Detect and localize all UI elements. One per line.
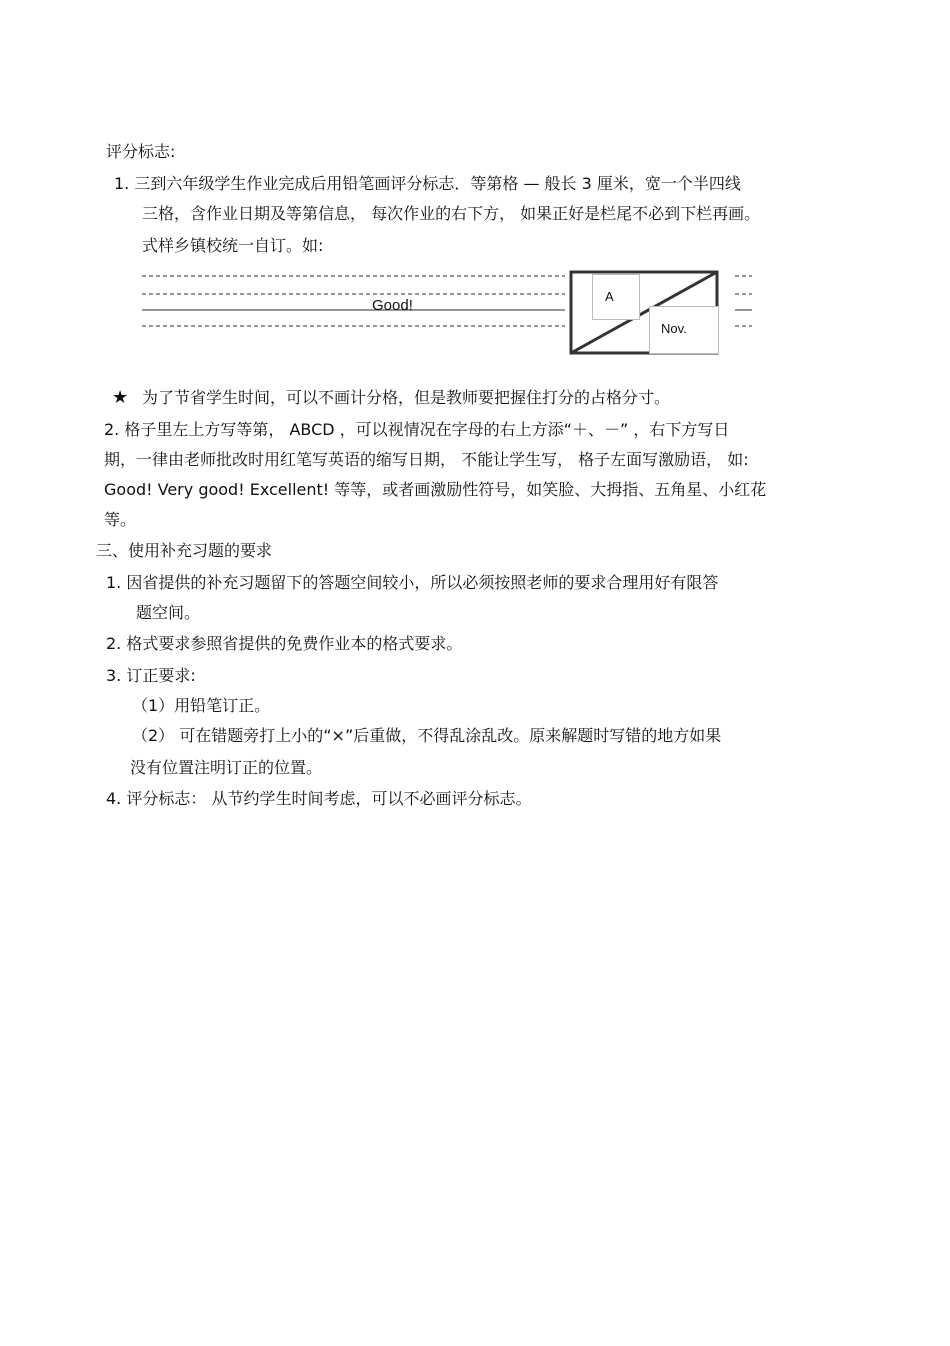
encouragement-text: Good! — [372, 297, 413, 314]
s3-item-3: 3. 订正要求: — [106, 666, 196, 685]
s3-item-1-line-2: 题空间。 — [136, 603, 201, 622]
s3-item-1-line-1: 1. 因省提供的补充习题留下的答题空间较小，所以必须按照老师的要求合理用好有限答 — [106, 573, 719, 592]
item-1-line-1: 1. 三到六年级学生作业完成后用铅笔画评分标志．等第格 — 般长 3 厘米，宽一个半四线 — [114, 174, 741, 193]
s3-item-2: 2. 格式要求参照省提供的免费作业本的格式要求。 — [106, 634, 463, 653]
grade-value: A — [605, 289, 614, 304]
s3-item-4: 4. 评分标志： 从节约学生时间考虑，可以不必画评分标志。 — [106, 789, 532, 808]
item-2-line-2: 期，一律由老师批改时用红笔写英语的缩写日期， 不能让学生写， 格子左面写激励语， 如: — [104, 450, 749, 469]
item-2-line-1: 2. 格子里左上方写等第， ABCD ，可以视情况在字母的右上方添“＋、－” ，右下方写日 — [104, 420, 730, 439]
grade-cell — [592, 274, 640, 320]
section-heading-scoring-mark: 评分标志: — [106, 142, 176, 161]
s3-item-3-sub-2-line-2: 没有位置注明订正的位置。 — [130, 758, 323, 777]
date-cell — [649, 306, 719, 354]
star-note: 为了节省学生时间，可以不画计分格，但是教师要把握住打分的占格分寸。 — [142, 388, 671, 407]
date-value: Nov. — [661, 321, 687, 336]
item-1-line-3: 式样乡镇校统一自订。如: — [142, 236, 324, 255]
grading-box-example — [140, 266, 760, 362]
item-2-line-3: Good! Very good! Excellent! 等等，或者画激励性符号，如笑脸、大拇指、五角星、小红花 — [104, 480, 767, 499]
s3-item-3-sub-2-line-1: （2） 可在错题旁打上小的“×”后重做，不得乱涂乱改。原来解题时写错的地方如果 — [132, 726, 722, 745]
item-1-line-2: 三格，含作业日期及等第信息， 每次作业的右下方， 如果正好是栏尾不必到下栏再画。 — [142, 204, 761, 223]
item-2-line-4: 等。 — [104, 510, 137, 529]
s3-item-3-sub-1: （1）用铅笔订正。 — [132, 696, 271, 715]
section-heading-supplementary: 三、使用补充习题的要求 — [96, 541, 273, 560]
star-icon: ★ — [112, 387, 129, 408]
